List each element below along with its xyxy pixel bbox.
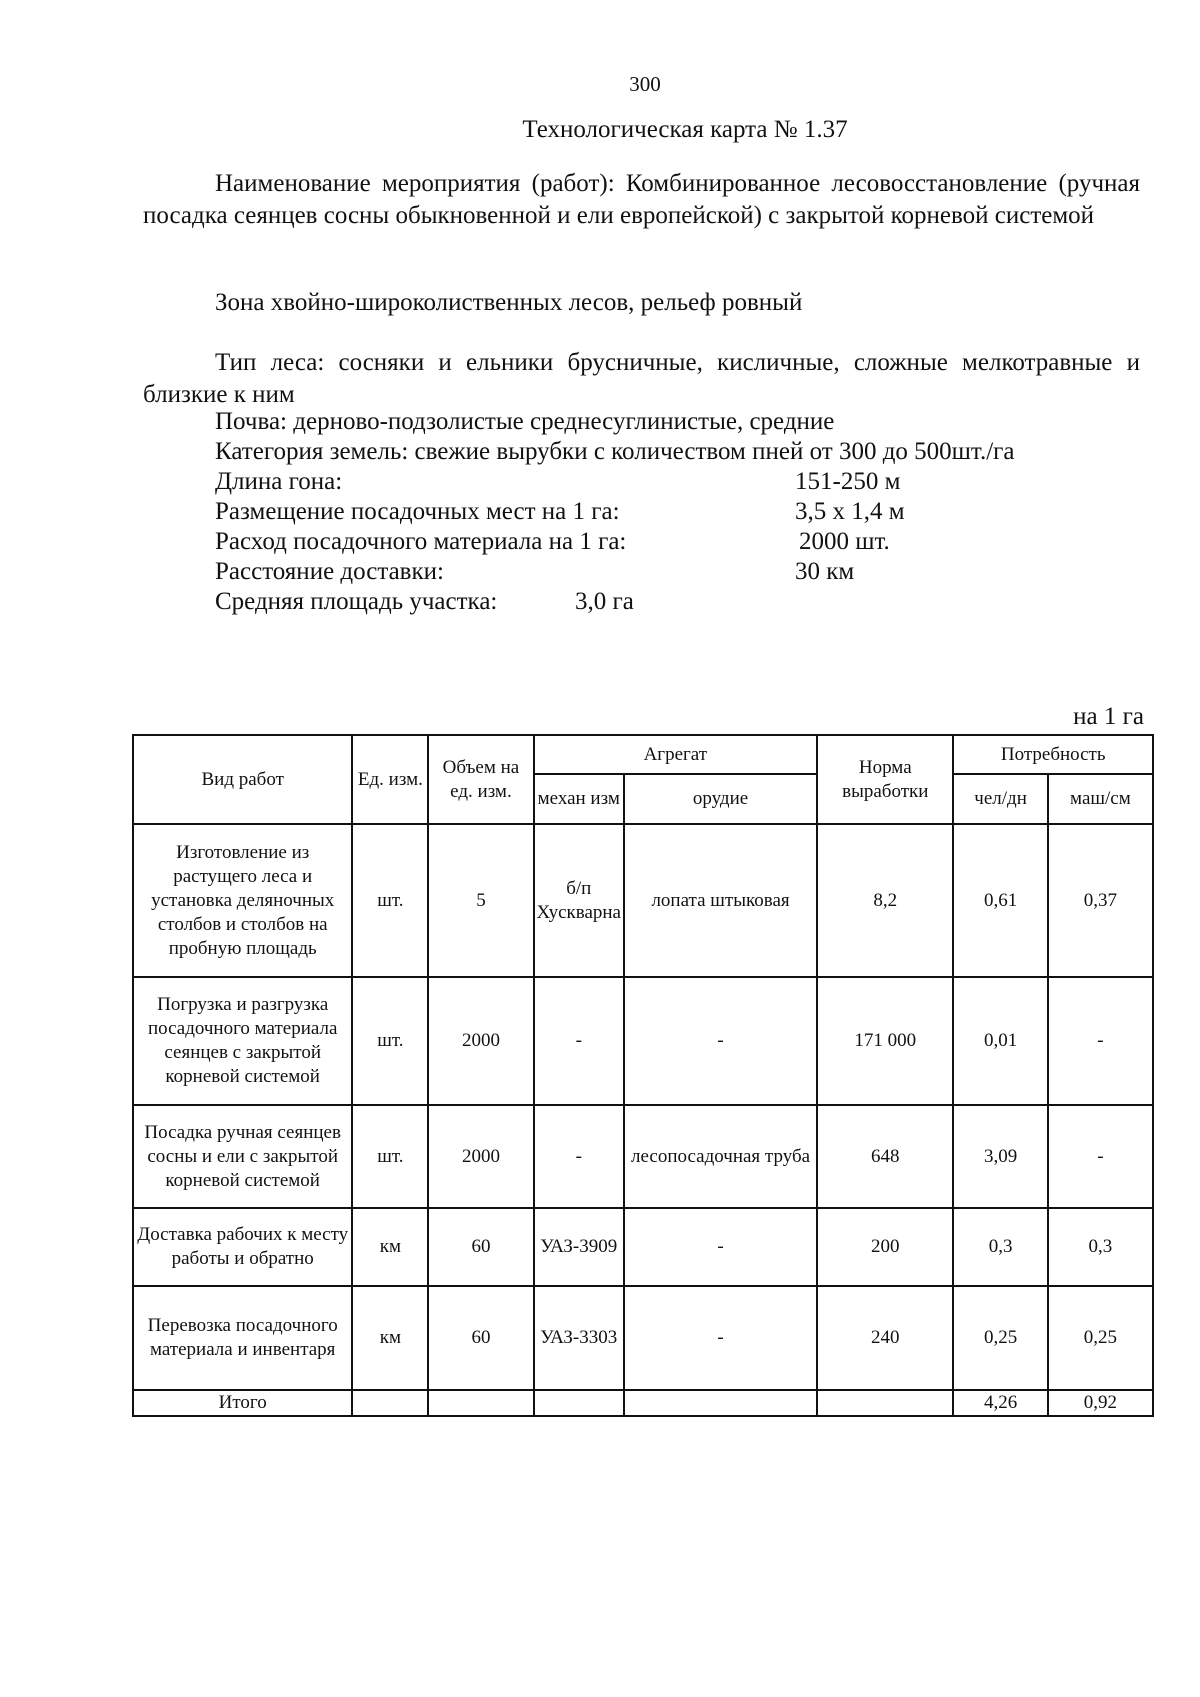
table-row (133, 824, 1153, 977)
forest-type: Тип леса: сосняки и ельники брусничные, кисличные, сложные мелкотравные и близкие к ним (143, 349, 1140, 408)
distance-label: Расстояние доставки: (215, 558, 444, 585)
cell-tool: - (624, 1286, 817, 1390)
placement-value: 3,5 х 1,4 м (795, 498, 905, 525)
cell-machine-shifts: - (1048, 977, 1153, 1105)
cell-unit: км (352, 1208, 428, 1286)
cell-mechanism: б/п Хускварна (534, 824, 624, 977)
header-person-days: чел/дн (953, 774, 1047, 824)
consumption-label: Расход посадочного материала на 1 га: (215, 528, 627, 555)
header-mechanism: механ изм (534, 774, 624, 824)
header-unit: Ед. изм. (352, 735, 428, 824)
cell-person-days: 0,01 (953, 977, 1047, 1105)
per-hectare-note: на 1 га (1073, 703, 1144, 730)
work-table (132, 734, 1154, 1417)
cell-norm: 8,2 (817, 824, 953, 977)
cell-work: Перевозка посадочного материала и инвентаря (133, 1286, 352, 1390)
cell-work: Погрузка и разгрузка посадочного материала сеянцев с закрытой корневой системой (133, 977, 352, 1105)
cell-person-days: 0,25 (953, 1286, 1047, 1390)
cell-norm: 240 (817, 1286, 953, 1390)
table-row (133, 1208, 1153, 1286)
cell-tool: лопата штыковая (624, 824, 817, 977)
table-row (133, 1105, 1153, 1208)
cell-tool: - (624, 1208, 817, 1286)
header-tool: орудие (624, 774, 817, 824)
cell-person-days: 0,3 (953, 1208, 1047, 1286)
page-number: 300 (629, 72, 661, 96)
cell-work: Изготовление из растущего леса и установка деляночных столбов и столбов на пробную площадь (133, 824, 352, 977)
cell-volume: 2000 (428, 1105, 533, 1208)
cell-unit: шт. (352, 1105, 428, 1208)
cell-tool: - (624, 977, 817, 1105)
cell-person-days: 3,09 (953, 1105, 1047, 1208)
cell-volume: 5 (428, 824, 533, 977)
cell-unit: км (352, 1286, 428, 1390)
run-length-value: 151-250 м (795, 468, 901, 495)
activity-name: Наименование мероприятия (работ): Комбинированное лесовосстановление (ручная посадка сеянцев сосны обыкновенной и ели европейской) с закрытой корневой системой (143, 170, 1140, 229)
cell-unit: шт. (352, 977, 428, 1105)
table-row (133, 977, 1153, 1105)
total-label: Итого (133, 1390, 352, 1416)
cell-volume: 60 (428, 1286, 533, 1390)
area-value: 3,0 га (575, 588, 634, 615)
land-category-line: Категория земель: свежие вырубки с количеством пней от 300 до 500шт./га (215, 438, 1015, 465)
cell-norm: 200 (817, 1208, 953, 1286)
header-aggregate: Агрегат (534, 735, 818, 774)
cell-volume: 2000 (428, 977, 533, 1105)
cell-machine-shifts: - (1048, 1105, 1153, 1208)
table-row (133, 1286, 1153, 1390)
total-machine-shifts: 0,92 (1048, 1390, 1153, 1416)
placement-label: Размещение посадочных мест на 1 га: (215, 498, 620, 525)
cell-tool: лесопосадочная труба (624, 1105, 817, 1208)
header-work-type: Вид работ (133, 735, 352, 824)
area-label: Средняя площадь участка: (215, 588, 498, 615)
cell-machine-shifts: 0,3 (1048, 1208, 1153, 1286)
cell-norm: 171 000 (817, 977, 953, 1105)
cell-machine-shifts: 0,25 (1048, 1286, 1153, 1390)
run-length-label: Длина гона: (215, 468, 343, 495)
header-need: Потребность (953, 735, 1153, 774)
header-machine-shifts: маш/см (1048, 774, 1153, 824)
cell-norm: 648 (817, 1105, 953, 1208)
forest-zone: Зона хвойно-широколиственных лесов, рельеф ровный (215, 289, 803, 316)
document-title: Технологическая карта № 1.37 (522, 116, 848, 143)
soil-line: Почва: дерново-подзолистые среднесуглинистые, средние (215, 408, 835, 435)
cell-unit: шт. (352, 824, 428, 977)
cell-mechanism: - (534, 1105, 624, 1208)
cell-mechanism: УАЗ-3303 (534, 1286, 624, 1390)
consumption-value: 2000 шт. (799, 528, 890, 555)
distance-value: 30 км (795, 558, 855, 585)
cell-work: Доставка рабочих к месту работы и обратно (133, 1208, 352, 1286)
cell-person-days: 0,61 (953, 824, 1047, 977)
cell-mechanism: - (534, 977, 624, 1105)
cell-work: Посадка ручная сеянцев сосны и ели с закрытой корневой системой (133, 1105, 352, 1208)
cell-machine-shifts: 0,37 (1048, 824, 1153, 977)
cell-volume: 60 (428, 1208, 533, 1286)
header-norm: Норма выработки (817, 735, 953, 824)
header-volume: Объем на ед. изм. (428, 735, 533, 824)
table-total-row (133, 1390, 1153, 1416)
total-person-days: 4,26 (953, 1390, 1047, 1416)
cell-mechanism: УАЗ-3909 (534, 1208, 624, 1286)
